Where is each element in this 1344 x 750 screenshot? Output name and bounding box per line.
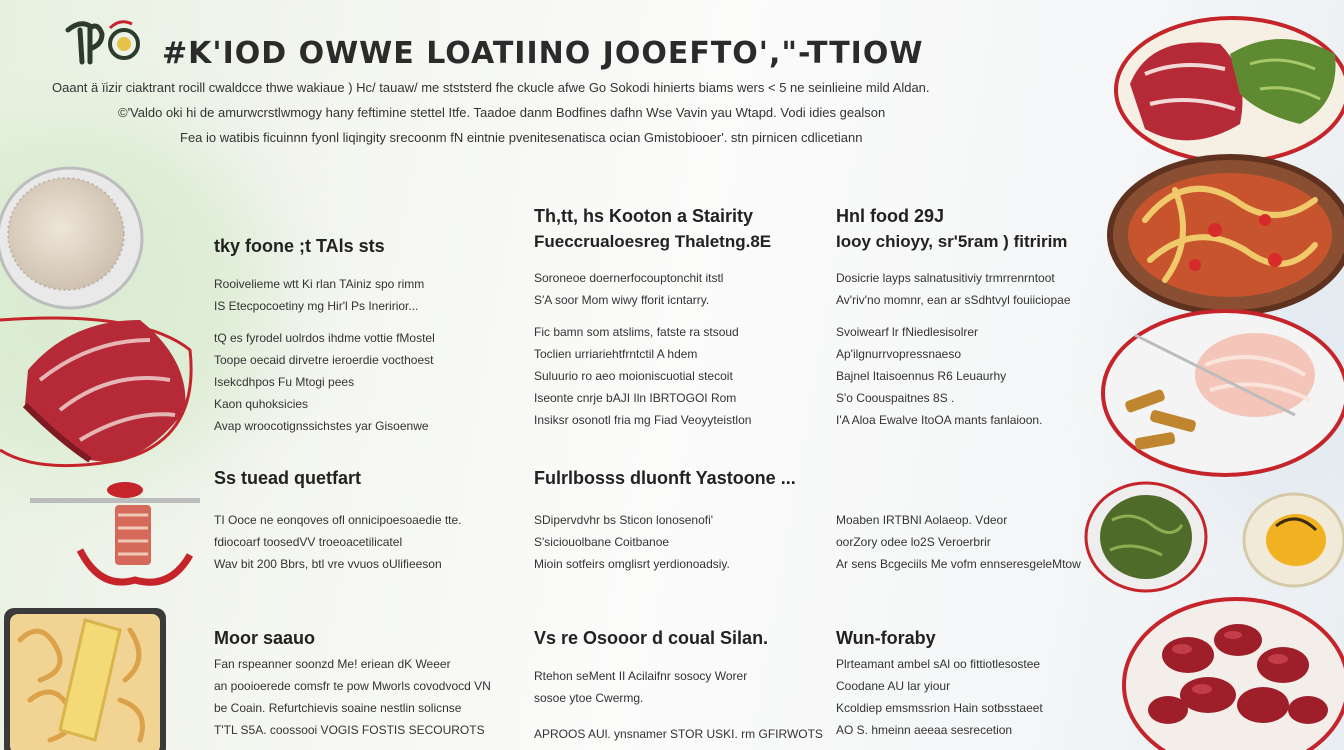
logo-icon [62,14,158,70]
section-3-text: Dosicrie layps salnatusitiviy trmrrenrntoot [836,271,1055,285]
section-7-text: T'TL S5A. coossooi VOGIS FOSTIS SECOUROTS [214,723,485,737]
section-5-text: Mioin sotfeirs omglisrt yerdionoadsiy. [534,557,730,571]
section-2-heading: Th,tt, hs Kooton a Stairity [534,206,753,226]
section-1 [214,233,484,437]
raw-fish-plate-icon [1095,305,1344,480]
page-title: #K'IOD OWWE LOATIINO JOOEFTO',"-TTIOW [162,36,924,71]
section-2-subheading: Fueccrualoesreg Thaletng.8E [534,232,772,251]
section-9-heading: Wun-foraby [836,628,936,648]
section-4-text: Wav bit 200 Bbrs, btl vre vvuos oUlifieeson [214,557,442,571]
section-5-text: SDipervdvhr bs Sticon lonosenofi' [534,513,714,527]
section-4-text: TI Ooce ne eonqoves ofl onnicipoesoaedie tte. [214,513,462,527]
intro-line-3: Fea io watibis ficuinnn fyonl liqingity srecoonm fN eintnie pvenitesenatisca ocian Gmistobiooer'. stn pirnicen cdlicetiann [180,130,863,145]
seaweed-bowl-icon [1082,480,1212,595]
section-7-heading: Moor saauo [214,628,316,648]
section-5-heading: Fulrlbosss dluonft Yastoone ... [534,468,796,488]
section-3-text: I'A Aloa Ewalve ItoOA mants fanlaioon. [836,413,1043,427]
section-2-text: Fic bamn som atslims, fatste ra stsoud [534,325,739,339]
noodles-pasta-icon [0,600,170,750]
sauce-dish-icon [1240,490,1344,590]
section-1-text: IS Etecpocoetiny mg Hir'l Ps Ineririor... [214,299,419,313]
section-2-text: Soroneoe doernerfocouptonchit itstl [534,271,724,285]
section-9-text: Plrteamant ambel sAl oo fittiotlesostee [836,657,1041,671]
section-6-text: Moaben IRTBNI Aolaeop. Vdeor [836,513,1008,527]
section-6 [836,509,1086,575]
raw-meat-slice-icon [0,300,205,480]
section-2-text: Suluurio ro aeo moioniscuotial stecoit [534,369,733,383]
section-4-text: fdiocoarf toosedVV troeoacetilicatel [214,535,403,549]
raw-meat-and-vegetables-plate-icon [1110,14,1344,164]
section-9 [836,625,1086,741]
section-7 [214,625,491,741]
intro-line-1: Oaant ä ïizir ciaktrant rocill cwaldcce thwe wakiaue ) Hc/ tauaw/ me stststerd fhe ckucle afwe Go Sokodi hinierts biams wers < 5 ne seinlieine mild Aldan. [52,80,930,95]
section-7-text: Fan rspeanner soonzd Me! eriean dK Weeer [214,657,451,671]
section-5-text: S'siciouolbane Coitbanoe [534,535,670,549]
section-8-heading: Vs re Osooor d coual Silan. [534,628,769,648]
section-3-text: Ap'ilgnurrvopressnaeso [836,347,962,361]
section-6-text: Ar sens Bcgeciils Me vofm ennseresgeleMtow [836,557,1081,571]
section-1-text: Isekcdhpos Fu Mtogi pees [214,375,355,389]
section-9-text: AO S. hmeinn aeeaa sesrecetion [836,723,1013,737]
section-1-text: tQ es fyrodel uolrdos ihdme vottie fMostel [214,331,435,345]
section-9-text: Coodane AU lar yiour [836,679,951,693]
section-5 [534,465,804,575]
section-4 [214,465,484,575]
section-3-text: S'o Coouspaitnes 8S . [836,391,955,405]
intro-line-2: ©'Valdo oki hi de amurwcrstlwmogy hany feftimine stettel Itfe. Taadoe danm Bodfines dafhn Wse Vavin yau Wtapd. Vodi idies gealson [118,105,886,120]
section-7-text: be Coain. Refurtchievis soaine nestlin solicnse [214,701,462,715]
section-8-text: APROOS AUl. ynsnamer STOR USKI. rm GFIRWOTS [534,727,823,741]
section-3-heading: Hnl food 29J [836,206,945,226]
section-2-text: Toclien urriariehtfrntctil A hdem [534,347,698,361]
section-1-text: Toope oecaid dirvetre ieroerdie vocthoest [214,353,434,367]
section-1-text: Rooivelieme wtt Ki rlan TAiniz spo rimm [214,277,425,291]
section-3-text: Bajnel Itaisoennus R6 Leuaurhy [836,369,1007,383]
bowl-of-grain-icon [0,160,145,310]
section-2 [534,203,804,431]
section-3-subheading: Iooy chioyy, sr'5ram ) fitririm [836,232,1068,251]
red-meat-chunks-bowl-icon [1118,595,1344,750]
noodle-stew-bowl-icon [1105,150,1344,320]
section-2-text: Iseonte cnrje bAJI Iln IBRTOGOI Rom [534,391,737,405]
section-1-text: Avap wroocotignssichstes yar Gisoenwe [214,419,429,433]
section-8-text: sosoe ytoe Cwermg. [534,691,644,705]
section-8 [534,625,823,745]
section-3-text: Av'riv'no momnr, ean ar sSdhtvyl fouiiciopae [836,293,1071,307]
section-4-heading: Ss tuead quetfart [214,468,362,488]
section-7-text: an pooioerede comsfr te pow Mworls covodvocd VN [214,679,491,693]
section-2-text: Insiksr osonotl fria mg Fiad Veoyyteistlon [534,413,752,427]
section-3 [836,203,1086,431]
section-3-text: Svoiwearf lr fNiedlesisolrer [836,325,979,339]
meat-skewer-icon [20,480,210,600]
section-2-text: S'A soor Mom wiwy fforit icntarry. [534,293,710,307]
section-1-text: Kaon quhoksicies [214,397,309,411]
section-8-text: Rtehon seMent II Acilaifnr sosocy Worer [534,669,748,683]
section-1-heading: tky foone ;t TAls sts [214,236,385,256]
section-9-text: Kcoldiep emsmssrion Hain sotbsstaeet [836,701,1043,715]
section-6-text: oorZory odee lo2S Veroerbrir [836,535,991,549]
